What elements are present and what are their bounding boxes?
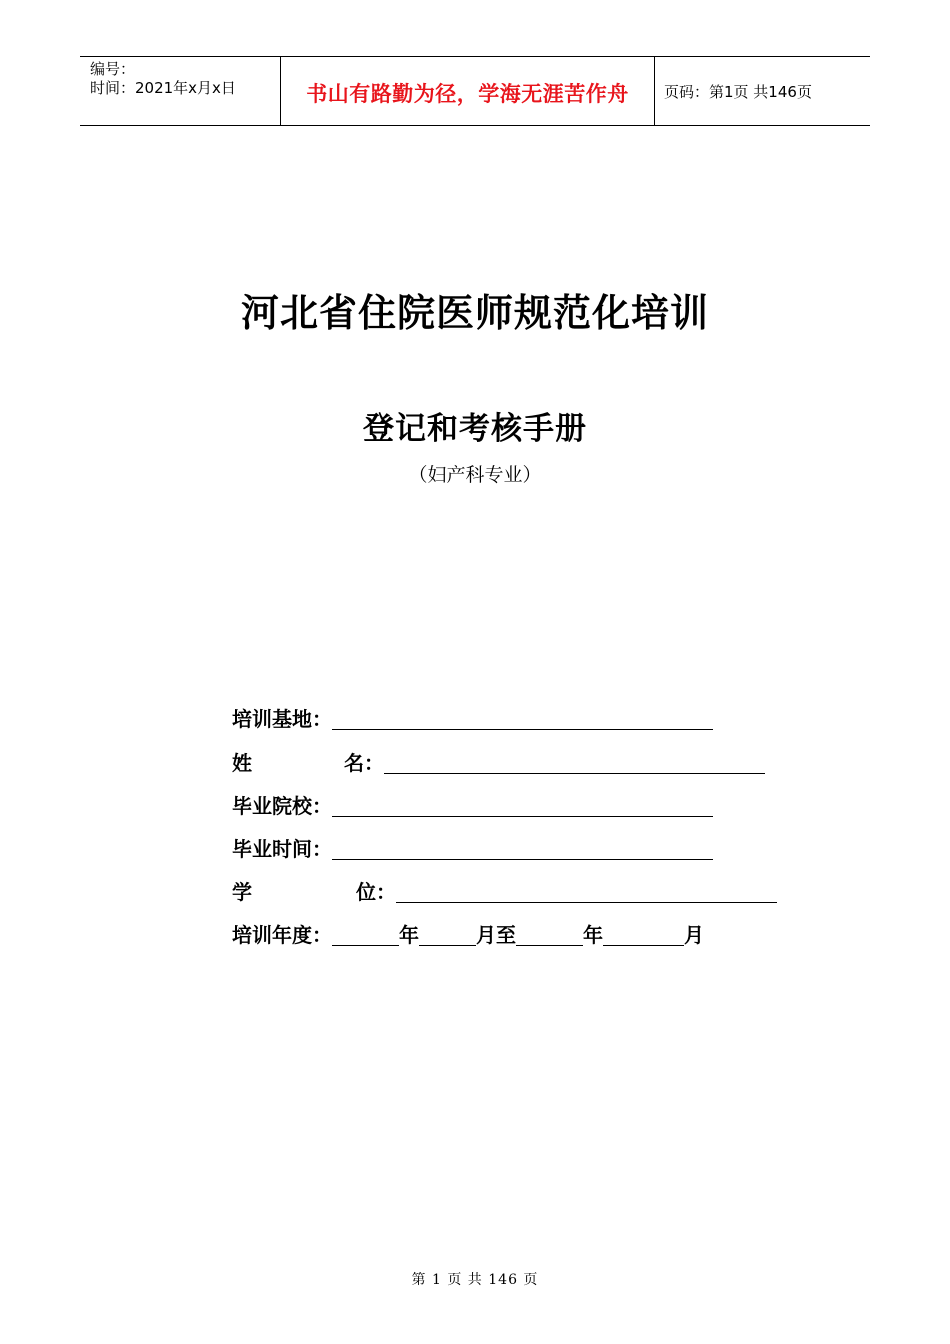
start-month-unit: 月至 bbox=[476, 923, 516, 947]
page-footer: 第 1 页 共 146 页 bbox=[411, 1272, 539, 1288]
form-row-degree bbox=[232, 877, 777, 905]
motto-text: 书山有路勤为径，学海无涯苦作舟 bbox=[306, 82, 629, 106]
school-label: 毕业院校： bbox=[232, 794, 332, 818]
specialty-label: （妇产科专业） bbox=[408, 464, 542, 486]
serial-label: 编号： bbox=[90, 60, 136, 78]
page-title: 河北省住院医师规范化培训 bbox=[240, 291, 709, 335]
base-label: 培训基地： bbox=[232, 707, 332, 731]
degree-field[interactable] bbox=[396, 880, 777, 903]
start-month-field[interactable] bbox=[419, 923, 476, 946]
form-row-year-range bbox=[232, 920, 704, 948]
name-label-b: 名： bbox=[344, 751, 384, 775]
name-label-a: 姓 bbox=[232, 751, 252, 775]
form-row-base bbox=[232, 704, 713, 732]
grad-time-field[interactable] bbox=[332, 837, 713, 860]
start-year-field[interactable] bbox=[332, 923, 399, 946]
form-row-name bbox=[232, 748, 765, 776]
end-month-unit: 月 bbox=[684, 923, 704, 947]
header-meta-cell bbox=[80, 57, 281, 125]
school-field[interactable] bbox=[332, 794, 713, 817]
name-field[interactable] bbox=[384, 751, 765, 774]
start-year-unit: 年 bbox=[399, 923, 419, 947]
degree-label-a: 学 bbox=[232, 880, 252, 904]
base-field[interactable] bbox=[332, 707, 713, 730]
end-year-field[interactable] bbox=[516, 923, 583, 946]
form-row-school bbox=[232, 791, 713, 819]
grad-time-label: 毕业时间： bbox=[232, 837, 332, 861]
page-info: 页码：第1页 共146页 bbox=[664, 82, 812, 101]
end-year-unit: 年 bbox=[583, 923, 603, 947]
header-motto-cell bbox=[281, 57, 655, 125]
time-label: 时间：2021年x月x日 bbox=[90, 79, 236, 97]
degree-label-b: 位： bbox=[356, 880, 396, 904]
year-range-label: 培训年度： bbox=[232, 923, 332, 947]
end-month-field[interactable] bbox=[603, 923, 684, 946]
header-page-cell bbox=[655, 57, 870, 125]
page-subtitle: 登记和考核手册 bbox=[363, 411, 587, 447]
document-header bbox=[80, 56, 870, 126]
form-row-grad-time bbox=[232, 834, 713, 862]
